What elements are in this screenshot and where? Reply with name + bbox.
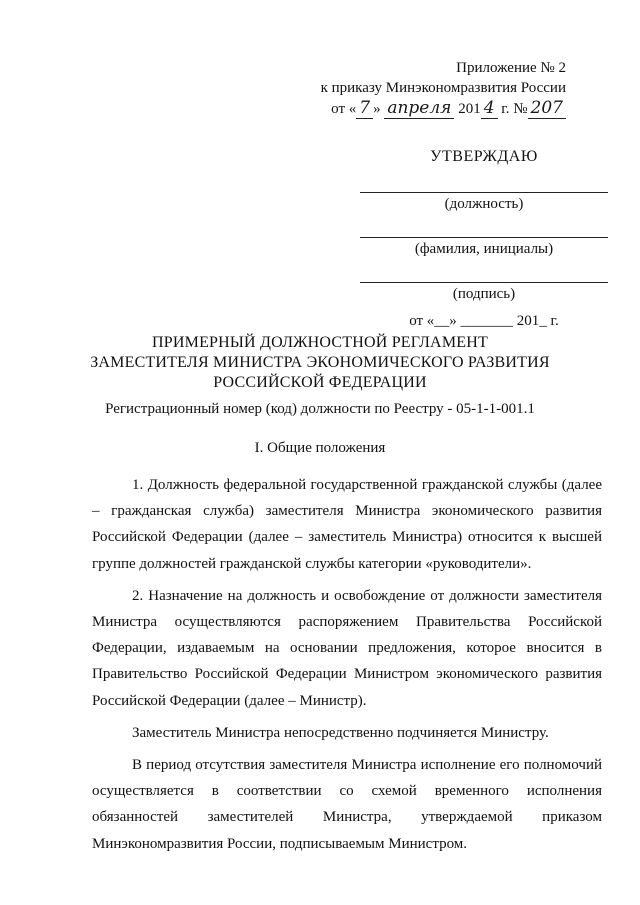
title-line-3: РОССИЙСКОЙ ФЕДЕРАЦИИ	[213, 374, 427, 391]
position-line	[360, 178, 608, 193]
body-text	[92, 472, 602, 857]
handwritten-day: 7	[356, 98, 373, 119]
approval-block	[358, 148, 610, 330]
annex-day-close: »	[373, 101, 381, 117]
handwritten-year-digit: 4	[481, 98, 498, 119]
signature-caption: (подпись)	[452, 286, 516, 302]
annex-block	[321, 58, 566, 119]
paragraph-1: 1. Должность федеральной государственной гражданской службы (далее – гражданская служба) заместителя Министра экономического развития Российской Федерации (далее – заместитель Министра) относится к высшей группе должностей гражданской службы категории «руководители».	[92, 477, 602, 572]
annex-from-label: от «	[331, 101, 357, 117]
annex-date-number	[321, 98, 566, 119]
paragraph-3: Заместитель Министра непосредственно подчиняется Министру.	[132, 724, 549, 741]
title-line-1: ПРИМЕРНЫЙ ДОЛЖНОСТНОЙ РЕГЛАМЕНТ	[152, 334, 488, 351]
registration-number: Регистрационный номер (код) должности по Реестру - 05-1-1-001.1	[105, 401, 535, 417]
name-caption: (фамилия, инициалы)	[414, 241, 554, 257]
annex-order-ref: к приказу Минэкономразвития России	[320, 80, 566, 96]
annex-title: Приложение № 2	[456, 60, 566, 76]
approval-title: УТВЕРЖДАЮ	[430, 148, 538, 165]
approval-date: от «__» _______ 201_ г.	[409, 313, 559, 329]
annex-year-prefix: 201	[458, 101, 481, 117]
signature-line	[360, 268, 608, 283]
section-heading: I. Общие положения	[254, 440, 386, 456]
handwritten-number: 207	[528, 98, 566, 119]
title-line-2: ЗАМЕСТИТЕЛЯ МИНИСТРА ЭКОНОМИЧЕСКОГО РАЗВИТИЯ	[90, 354, 550, 371]
annex-number-label: г. №	[501, 101, 528, 117]
name-line	[360, 223, 608, 238]
handwritten-month: апреля	[384, 98, 454, 119]
paragraph-2: 2. Назначение на должность и освобождение от должности заместителя Министра осуществляются распоряжением Правительства Российской Федерации, издаваемым на основании предложения, которое вносится в Правительство Российской Федерации Министром экономического развития Российской Федерации (далее – Министр).	[92, 587, 602, 709]
position-caption: (должность)	[444, 196, 524, 212]
paragraph-4: В период отсутствия заместителя Министра исполнение его полномочий осуществляется в соответствии со схемой временного исполнения обязанностей заместителей Министра, утверждаемой приказом Минэкономразвития России, подписываемым Министром.	[92, 757, 602, 852]
document-title	[0, 333, 640, 393]
